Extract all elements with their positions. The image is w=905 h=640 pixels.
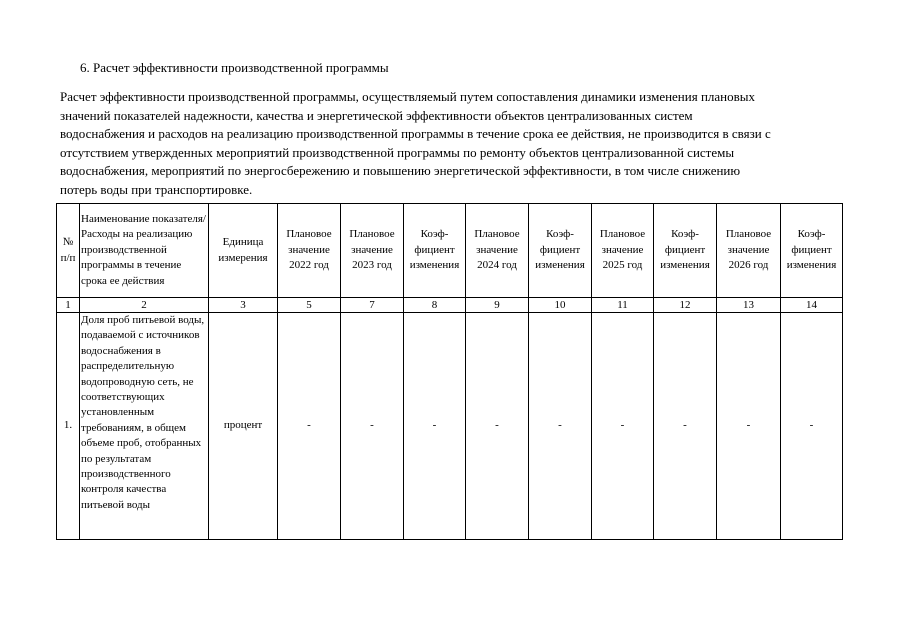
header-cell-unit: Единица измерения <box>209 204 278 298</box>
header-cell-coef-2025: Коэф-фициент изменения <box>654 204 717 298</box>
column-number-cell: 2 <box>80 298 209 313</box>
unit-cell: процент <box>209 313 278 540</box>
value-cell-plan-2023: - <box>341 313 404 540</box>
value-cell-coef-2024: - <box>529 313 592 540</box>
column-number-cell: 13 <box>717 298 781 313</box>
efficiency-table <box>56 203 843 540</box>
header-cell-coef-2026: Коэф-фициент изменения <box>781 204 843 298</box>
value-cell-plan-2024: - <box>466 313 529 540</box>
column-number-cell: 14 <box>781 298 843 313</box>
column-number-cell: 11 <box>592 298 654 313</box>
column-number-cell: 1 <box>57 298 80 313</box>
header-row <box>57 204 843 298</box>
header-cell-name: Наименование показателя/Расходы на реализацию производственной программы в течение срока ее действия <box>80 204 209 298</box>
header-cell-plan-2026: Плановое значение 2026 год <box>717 204 781 298</box>
paragraph-line: потерь воды при транспортировке. <box>60 181 253 197</box>
value-cell-coef-2026: - <box>781 313 843 540</box>
section-paragraph <box>60 88 850 199</box>
header-cell-coef-2024: Коэф-фициент изменения <box>529 204 592 298</box>
row-number-cell: 1. <box>57 313 80 540</box>
column-number-cell: 12 <box>654 298 717 313</box>
header-cell-no: № п/п <box>57 204 80 298</box>
value-cell-plan-2025: - <box>592 313 654 540</box>
column-number-cell: 7 <box>341 298 404 313</box>
header-cell-plan-2025: Плановое значение 2025 год <box>592 204 654 298</box>
paragraph-line: Расчет эффективности производственной программы, осуществляемый путем сопоставления динамики изменения плановых <box>60 89 755 104</box>
header-cell-plan-2022: Плановое значение 2022 год <box>278 204 341 298</box>
header-cell-coef-2023: Коэф-фициент изменения <box>404 204 466 298</box>
value-cell-plan-2026: - <box>717 313 781 540</box>
section-heading: 6. Расчет эффективности производственной программы <box>80 60 389 75</box>
value-cell-plan-2022: - <box>278 313 341 540</box>
column-number-row <box>57 298 843 313</box>
value-cell-coef-2023: - <box>404 313 466 540</box>
indicator-name-cell: Доля проб питьевой воды, подаваемой с источников водоснабжения в распределительную водопроводную сеть, не соответствующих установленным требованиям, в общем объеме проб, отобранных по результатам производственного контроля качества питьевой воды <box>80 313 209 540</box>
column-number-cell: 10 <box>529 298 592 313</box>
paragraph-line: значений показателей надежности, качества и энергетической эффективности объектов централизованных систем <box>60 107 693 123</box>
value-cell-coef-2025: - <box>654 313 717 540</box>
table-row <box>57 313 843 540</box>
column-number-cell: 8 <box>404 298 466 313</box>
column-number-cell: 3 <box>209 298 278 313</box>
column-number-cell: 5 <box>278 298 341 313</box>
paragraph-line: водоснабжения, мероприятий по энергосбережению и повышению энергетической эффективности, в том числе снижению <box>60 163 741 178</box>
column-number-cell: 9 <box>466 298 529 313</box>
header-cell-plan-2023: Плановое значение 2023 год <box>341 204 404 298</box>
header-cell-plan-2024: Плановое значение 2024 год <box>466 204 529 298</box>
paragraph-line: отсутствием утвержденных мероприятий производственной программы по ремонту объектов централизованной системы <box>60 144 735 160</box>
paragraph-line: водоснабжения и расходов на реализацию производственной программы в течение срока ее действия, не производится в связи с <box>60 126 771 141</box>
